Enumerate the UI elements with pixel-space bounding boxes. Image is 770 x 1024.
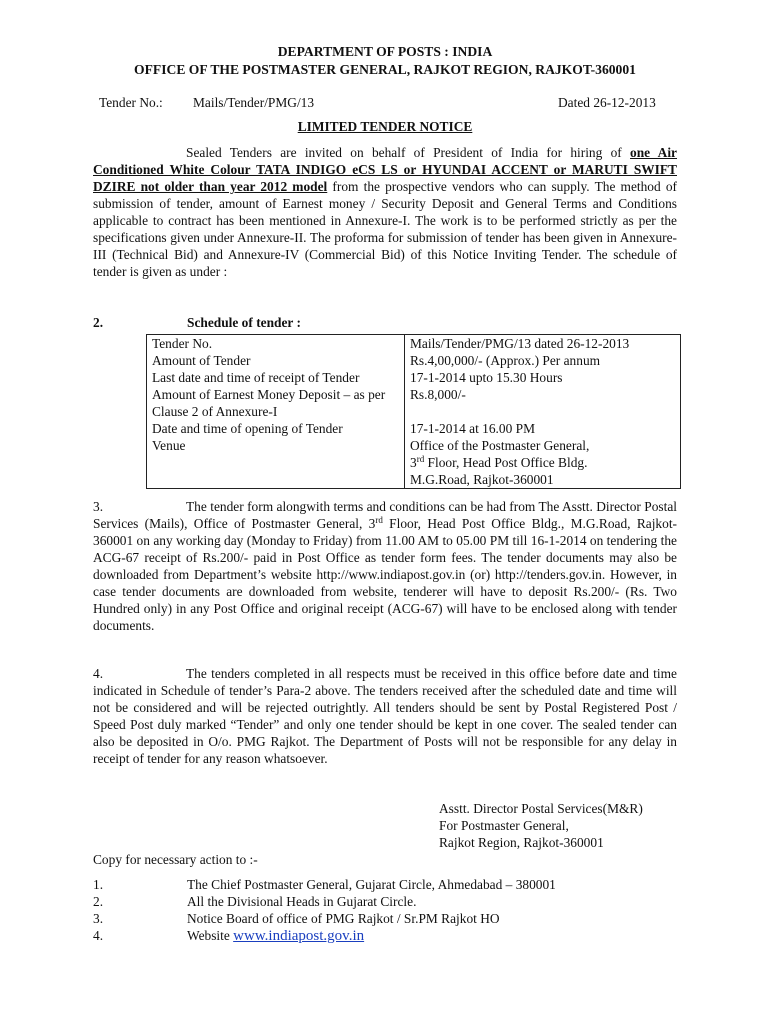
section-2-number: 2. — [93, 315, 104, 330]
table-row — [147, 369, 681, 386]
indiapost-website-link[interactable]: www.indiapost.gov.in — [233, 928, 365, 944]
schedule-table — [146, 334, 681, 489]
signature-line-1: Asstt. Director Postal Services(M&R) — [439, 801, 643, 816]
schedule-venue-value — [405, 437, 681, 489]
schedule-key: Last date and time of receipt of Tender — [147, 369, 405, 386]
table-row — [147, 437, 681, 489]
table-row — [147, 352, 681, 369]
copy-heading: Copy for necessary action to :- — [93, 852, 258, 867]
list-item: 3. Notice Board of office of PMG Rajkot / Sr.PM Rajkot HO — [93, 911, 500, 926]
tender-no-value: Mails/Tender/PMG/13 — [193, 95, 315, 110]
paragraph-3-number: 3. — [93, 499, 104, 514]
venue-line-3: M.G.Road, Rajkot-360001 — [410, 472, 554, 487]
notice-title: LIMITED TENDER NOTICE — [297, 119, 473, 134]
schedule-value: Mails/Tender/PMG/13 dated 26-12-2013 — [405, 335, 681, 353]
intro-lead: Sealed Tenders are invited on behalf of President of India for hiring of — [186, 145, 622, 160]
office-heading: OFFICE OF THE POSTMASTER GENERAL, RAJKOT REGION, RAJKOT-360001 — [134, 62, 636, 77]
schedule-key: Tender No. — [147, 335, 405, 353]
list-item: 1. The Chief Postmaster General, Gujarat Circle, Ahmedabad – 380001 — [93, 877, 556, 892]
paragraph-4: 4. The tenders completed in all respects must be received in this office before date and time indicated in Schedule of tender’s Para-2 above. The tenders received after the scheduled date and time will not be considered and will be rejected outrightly. All tenders should be sent by Postal Registered Post / Speed Post duly marked “Tender” and only one tender should be kept in one cover. The sealed tender can also be deposited in O/o. PMG Rajkot. The Department of Posts will not be responsible for any delay in receipt of tender for any reason whatsoever. — [93, 666, 677, 766]
paragraph-4-number: 4. — [93, 666, 104, 681]
schedule-value: 17-1-2014 at 16.00 PM — [405, 420, 681, 437]
signature-line-3: Rajkot Region, Rajkot-360001 — [439, 835, 604, 850]
list-item: 2. All the Divisional Heads in Gujarat Circle. — [93, 894, 417, 909]
paragraph-3: 3. The tender form alongwith terms and conditions can be had from The Asstt. Director Postal Services (Mails), Office of Postmaster General, 3rd Floor, Head Post Office Bldg., M.G.Road, Rajkot-360001 on any working day (Monday to Friday) from 11.00 AM to 05.00 PM till 16-1-2014 on tendering the ACG-67 receipt of Rs.200/- paid in Post Office as tender form fees. The tender documents may also be downloaded from Department’s website http://www.indiapost.gov.in (or) http://tenders.gov.in. However, in case tender documents are downloaded from website, tenderer will have to deposit Rs.200/- (Rs. Two Hundred only) in any Post Office and original receipt (ACG-67) will have to be enclosed along with tender documents. — [93, 499, 677, 633]
schedule-value: Rs.8,000/- — [405, 386, 681, 420]
schedule-key: Amount of Earnest Money Deposit – as per Clause 2 of Annexure-I — [147, 386, 405, 420]
list-item: 4. Website www.indiapost.gov.in — [93, 928, 365, 944]
venue-line-1: Office of the Postmaster General, — [410, 438, 590, 453]
schedule-key: Date and time of opening of Tender — [147, 420, 405, 437]
schedule-key: Amount of Tender — [147, 352, 405, 369]
table-row — [147, 386, 681, 420]
venue-line-2: 3rd Floor, Head Post Office Bldg. — [410, 454, 588, 470]
section-2-title: Schedule of tender : — [187, 315, 301, 330]
schedule-value: 17-1-2014 upto 15.30 Hours — [405, 369, 681, 386]
signature-block — [439, 800, 643, 851]
tender-no-label: Tender No.: — [99, 95, 163, 110]
table-row — [147, 420, 681, 437]
tender-date: Dated 26-12-2013 — [558, 95, 656, 110]
department-heading: DEPARTMENT OF POSTS : INDIA — [277, 44, 493, 59]
copy-list — [93, 876, 693, 944]
schedule-key: Venue — [147, 437, 405, 489]
schedule-value: Rs.4,00,000/- (Approx.) Per annum — [405, 352, 681, 369]
intro-paragraph — [93, 144, 677, 280]
signature-line-2: For Postmaster General, — [439, 818, 569, 833]
intro-rest: from the prospective vendors who can supply. The method of submission of tender, amount of Earnest money / Security Deposit and General Terms and Conditions applicable to contract has been mentioned in Annexure-I. The work is to be performed strictly as per the specifications given under Annexure-II. The proforma for submission of tender has been given in Annexure-III (Technical Bid) and Annexure-IV (Commercial Bid) of this Notice Inviting Tender. The schedule of tender is given as under : — [93, 179, 678, 279]
table-row — [147, 335, 681, 353]
vehicle-spec: one Air Conditioned White Colour TATA INDIGO eCS LS or HYUNDAI ACCENT or MARUTI SWIFT DZIRE not older than year 2012 model — [93, 145, 677, 194]
